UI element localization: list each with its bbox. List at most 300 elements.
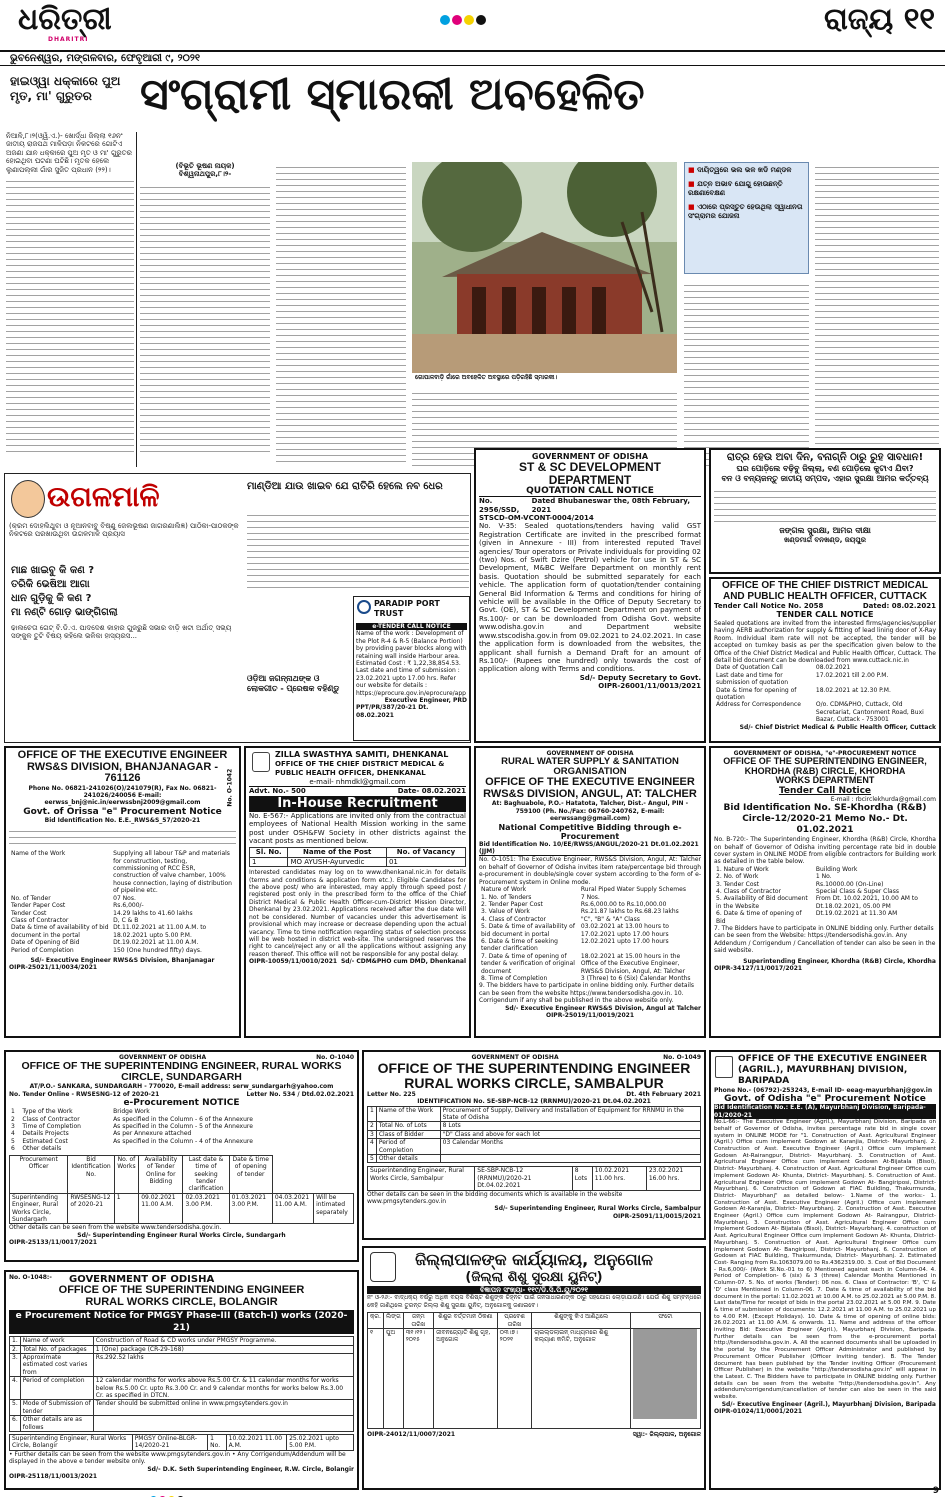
angul-table-row [479, 901, 701, 908]
headline: ସଂଗ୍ରାମୀ ସ୍ମାରକୀ ଅବହେଳିତ [140, 69, 645, 120]
sambalpur-grid-row [368, 1167, 701, 1190]
stsc-title: ST & SC DEVELOPMENT DEPARTMENT [518, 460, 661, 487]
collector-th-6: ଶିଶୁଙ୍କୁ କିଏ ଆଣିଥିଲେ [532, 1313, 631, 1329]
bhanj-table-cell: No. of Tender [11, 894, 51, 902]
body-text-filler [6, 176, 134, 456]
stsc-sign: Sd/- Deputy Secretary to Govt. [579, 673, 701, 682]
sundargarh-grid-cell: 09.02.2021 11.00 A.M. [139, 1193, 183, 1224]
angul-table-cell: 18.02.2021 at 15.00 hours in the Office of the Executive Engineer, RWS&S Division, Angul, At: Talcher [580, 952, 686, 975]
bhanj-table-row [9, 850, 236, 894]
paradip-body: Name of the work : Development of the Plot R-4 & R-5 (Balance Portion) by providing paver blocks along with retaining wall inside Harbour area. Estimated Cost : ₹ 1,22,38,854.53. Last date and time of submission : 23.02.2021 upto 17.00 hrs. Refer our website for details : https://eprocure.gov.in/eprocure/app [356, 630, 467, 697]
bolangir-table-cell: Mode of Submission of tender [20, 1400, 93, 1416]
baripada-sign: Sd/- Executive Engineer (Agril.), Mayurbhanj Division, Baripada [721, 1400, 936, 1408]
angul-bid: Bid Identification No. 10/EE/RWSS/ANGUL/2020-21 Dt.01.02.2021 (JJM) [479, 841, 701, 857]
sundargarh-notes: Other details can be seen from the website www.tendersodisha.gov.in. [9, 1224, 222, 1232]
ugalamali-lines [11, 564, 241, 620]
khordha-table [714, 866, 936, 925]
highlight-3: ■ ଏଠାରେ ପ୍ରସ୍ତୁତ ହେଉଥିଲା ସ୍ୱାଧୀନତା ସଂଗ୍ରାମର ଯୋଜନା [688, 203, 803, 220]
angul-rwss-notice [474, 746, 706, 1038]
sundargarh-grid-th: Last date & time of seeking tender clarification [183, 1155, 229, 1193]
sambalpur-table-row [368, 1139, 701, 1155]
sundargarh-letter: Letter No. 534 / Dtd.02.02.2021 [246, 1090, 354, 1098]
body-text-filler [714, 486, 936, 524]
sambalpur-table-cell: Other details [376, 1155, 440, 1163]
collector-td-5: ୦୩।୭।୨୦୨୧ [497, 1329, 532, 1429]
khordha-table-cell: 6. Date & time of opening of Bid [716, 910, 802, 925]
section-name: ରାଜ୍ୟ [823, 2, 894, 37]
body-text-filler [247, 510, 469, 590]
masthead [0, 0, 945, 70]
paradip-sign: Executive Engineer, PRD [384, 697, 467, 705]
bhanj-table-cell: Date of Opening of Bid [11, 939, 80, 947]
bolangir-grid-cell: 10.02.2021 11.00 A.M. [226, 1434, 286, 1450]
angul-table-cell: 3 (Three) to 6 (Six) Calendar Months [580, 974, 691, 982]
sundargarh-table-row [9, 1108, 320, 1115]
sambalpur-grid-cell: 8 Lots [572, 1167, 592, 1190]
bolangir-table-cell: 3. [10, 1353, 21, 1376]
sundargarh-table-cell: Other details [22, 1145, 62, 1153]
sundargarh-table-cell: Time of Completion [22, 1123, 81, 1131]
body-text-filler [815, 162, 939, 466]
collector-table [367, 1312, 701, 1429]
khordha-body: No. B-720:- The Superintending Engineer, Khordha (R&B) Circle, Khordha on behalf of Governor of Odisha inviting percentage rate bid in double cover system in ONLINE MODE from eligible contractors for Building work as detailed in the table below. [714, 836, 936, 866]
angul-table-cell: 2. Tender Paper Cost [481, 900, 543, 908]
angul-table-row [479, 908, 701, 915]
ugalamali-middle-head: ମାଣ୍ଡିଆ ଯାଉ ଖାଇବ ଯେ ରାତିରି ହେଲେ ନବ ଧେର [247, 481, 443, 492]
ugalamali-line-3: ଧାନ ଗୁଡ଼ିକୁ କି କଣ ? [11, 593, 92, 604]
collector-head: ଜିଲ୍ଲାପାଳଙ୍କ କାର୍ଯ୍ୟାଳୟ, ଅନୁଗୋଳ [415, 1250, 653, 1269]
angul-title: RURAL WATER SUPPLY & SANITATION ORGANISATION [501, 756, 679, 778]
bolangir-table-row [10, 1345, 354, 1353]
registration-dot [452, 15, 462, 25]
khordha-ref: OIPR-34127/11/0017/2021 [714, 965, 803, 973]
khordha-notes: 7. The Bidders have to participate in ONLINE bidding only. Further details can be seen from the Website: https://tendersodisha.gov.in. Any Addendum / Corrigendum / Cancellation of tender can also be seen in the said website. [714, 925, 936, 955]
collector-th-4: ଶିଶୁର ବର୍ତ୍ତମାନ ଠିକଣା [434, 1313, 498, 1329]
dhenkanal-notice [244, 746, 471, 1038]
collector-body: ନଂ ଓ-୨୬:- ବାଦ୍ଧକ୍ୟ ବର୍ଷରୁ ଅଧିକ ବୟସ ବିଶିଷ୍ଟ ଶିଶୁଙ୍କ ଚିହ୍ନଟ ପାଇଁ ଜନସାଧାରଣଙ୍କ ଠାରୁ ସହଯୋଗ ଲୋଡ଼ାଯାଉଛି। ଯେଉଁ ଶିଶୁ ସମ୍ବନ୍ଧରେ କେହି ଜାଣିଥିଲେ ତୁରନ୍ତ ଜିଲ୍ଲା ଶିଶୁ ସୁରକ୍ଷା ୟୁନିଟ୍, ଅନୁଗୋଳକୁ ଜଣାଇବେ। [367, 1294, 701, 1309]
angul-ref: OIPR-25019/11/0019/2021 [545, 1012, 635, 1019]
bolangir-title2: RURAL WORKS CIRCLE, BOLANGIR [85, 1295, 278, 1308]
sambalpur-table-cell: 5 [368, 1155, 377, 1163]
sundargarh-sub: e-Procurement NOTICE [123, 1098, 240, 1109]
sundargarh-grid-cell: 04.03.2021 11.00 A.M. [272, 1193, 313, 1224]
khordha-table-cell: Rs.10000.00 (On-Line) [815, 880, 884, 888]
bolangir-table-cell: Approximate estimated cost varies from [20, 1353, 93, 1376]
sundargarh-table [9, 1108, 320, 1152]
paradip-sub: e-TENDER CALL NOTICE [356, 623, 467, 630]
dhenkanal-th-2: Name of the Post [288, 848, 386, 857]
ugalamali-line-1: ମାଛ ଖାଇବୁ କି କଣ ? [11, 565, 95, 576]
story-dateline: ବିଶ୍ୱନାଥପୁର,୮।୨- [178, 170, 232, 179]
collector-td-1: ୧ [368, 1329, 384, 1429]
sundargarh-table-cell: 5 [11, 1137, 15, 1145]
collector-th-3: ଜନ୍ମ ତାରିଖ [403, 1313, 433, 1329]
khordha-table-cell: 4. Class of Contractor [716, 887, 781, 895]
column-2 [140, 162, 270, 467]
bhanjanagar-notice [4, 746, 241, 1038]
angul-table-cell: Rs.21.87 lakhs to Rs.68.23 lakhs [580, 908, 679, 916]
angul-addr: At: Baghuabole, P.O.- Hatatota, Talcher, Dist.- Angul, PIN - 759100 (Ph. No./Fax: 06760-240762, E-mail: eerwssang@gmail.com) [491, 800, 689, 823]
angul-notes: 9. The bidders have to participate in online bidding only. Further details can be seen from the website https://www.tendersodisha.gov.in. 10. Corrigendum if any shall be published in the above website only. [479, 982, 695, 1005]
bolangir-grid-cell: PMGSY Online-BLGR-14/2020-21 [132, 1434, 207, 1450]
bolangir-grid-cell: 1 No. [208, 1434, 227, 1450]
bhanj-table-cell: 150 (One hundred fifty) days. [113, 946, 202, 954]
child-photo [631, 1329, 701, 1429]
ugalamali-body: ଢାଲଚେତା ଗେଟ୍ ବି.ଡି.ଏ. ପାଦଦେଶ କାହାର ଗୁଜରୁଛି ସଭାର ବାଡ଼ି ଖଟା ଅର୍ଥାତ୍ ସଭ୍ୟ ସଙ୍କୁଳ ତୁଟି ବିଷୟ କହିଲେ ଭଳିକା ହାସ୍ୟରସ... [11, 624, 232, 641]
sambalpur-table-cell: Period of Completion [376, 1139, 440, 1155]
baripada-bid: Bid Identification No.: E.E. (A), Mayurbhanj Division, Baripada-01/2020-21 [714, 1104, 936, 1119]
footer-page-number: 9 [932, 1486, 939, 1496]
sundargarh-grid [9, 1155, 354, 1225]
sundargarh-table-cell: 1 [11, 1108, 15, 1116]
paradip-ref: PPT/PR/387/20-21 Dt. 08.02.2021 [356, 704, 429, 719]
sambalpur-table-cell: Procurement of Supply, Delivery and Installation of Equipment for RRNMU in the State of Odisha [440, 1106, 700, 1122]
footer-registration-dots [150, 1488, 250, 1497]
dhenkanal-intro: No. E-567:- Applications are invited only from the contractual employees of National Health Mission working in the same post under OSH&FW Society in other districts against the vacant posts as mentioned below. [249, 811, 466, 846]
angul-table-cell: Rural Piped Water Supply Schemes [580, 886, 686, 894]
bolangir-table-row [10, 1377, 354, 1400]
bhanj-bid: Bid Identification No. E.E._RWS&S_57/2020-21 [44, 816, 201, 824]
baripada-contact: Phone No.- (06792)-253243, E-mail ID- eeag-mayurbhanj@gov.in [714, 1087, 933, 1094]
angul-table-cell: Rs.6,000.00 to Rs.10,000.00 [580, 900, 667, 908]
khordha-table-cell: 2. No. of Work [716, 873, 759, 881]
sambalpur-grid-cell: 10.02.2021 11.00 hrs. [592, 1167, 646, 1190]
bhanj-side-no: No. O-1042 [226, 768, 234, 807]
stsc-ref: OIPR-26001/11/0013/2021 [598, 682, 701, 691]
bhanj-sign: Sd/- Executive Engineer RWS&S Division, Bhanjanagar [30, 956, 215, 964]
sundargarh-table-cell: 6 [11, 1145, 15, 1153]
bolangir-table-row [10, 1400, 354, 1416]
registration-dot [440, 15, 450, 25]
khordha-table-row [714, 873, 936, 880]
bolangir-table-cell: 12 calendar months for works above Rs.5.00 Cr. & 11 calendar months for works below Rs.5.00 Cr. upto Rs.3.00 Cr. and 9 calendar months for works below Rs.3.00 Cr. as specified in DTCN. [93, 1377, 353, 1400]
ugalamali-line-2: ତରିକି ଭେଷିଆ ଆଗା [11, 579, 90, 590]
stsc-sub: QUOTATION CALL NOTICE [479, 486, 701, 497]
bolangir-table-cell: Name of work [20, 1337, 93, 1345]
sundargarh-ref: OIPR-25133/11/0017/2021 [9, 1239, 98, 1247]
warning-sign: ଖଣ୍ଡମାର୍ଗ ବନଖଣ୍ଡ, ଜୟପୁର [784, 535, 866, 544]
sambalpur-letter: Letter No. 225 [367, 1090, 416, 1098]
khordha-table-cell: 3. Tender Cost [716, 880, 759, 888]
bhanj-table-cell: Period of Completion [11, 946, 74, 954]
sambalpur-table-cell: 2 [368, 1122, 377, 1130]
bhanj-table-cell: 14.29 lakhs to 41.60 lakhs [113, 909, 193, 917]
bhanj-table-cell: Supplying all labour T&P and materials for construction, testing, commissioning of RCC ESR, construction of valve chamber, 100% house connection, laying of distribution of pipeline etc. [113, 850, 232, 895]
cdmo-sub: TENDER CALL NOTICE [776, 610, 874, 620]
sambalpur-no: No. O-1049 [663, 1054, 701, 1061]
cdmo-table-cell: 08.02.2021 [815, 664, 851, 672]
khordha-table-row [714, 866, 936, 873]
bhanj-table-row [9, 910, 236, 917]
building-photo [412, 162, 677, 382]
khordha-notice [709, 746, 941, 1038]
cdmo-table-cell: 18.02.2021 at 12.30 P.M. [815, 686, 891, 694]
sundargarh-table-cell [111, 1145, 319, 1152]
bolangir-notes: • Further details can be seen from the website www.pmgsytenders.gov.in • Any Corrigendum/Addendum will be displayed in the above e tender website only. [9, 1450, 346, 1466]
highlight-1: ■ ଦାୟିତ୍ୱରେ ଭଲ ଭଳ ଖଡି ମଣ୍ଡଳ [688, 166, 792, 174]
dhenkanal-body: Interested candidates may log on to www.dhenkanal.nic.in for details (terms and conditions & application form etc.). Eligible Candidates for the above post/ who are interested, may apply through speed post / registered post only in the prescribed form to the office of the Chief District Medical & Public Health Officer-cum-District Mission Director, Dhenkanal by 23.02.2021. Applications received after the due date will not be considered. Number of vacancies under this advertisement is provisional which may increase or decrease depending upon the actual vacancy. Time to time notification regarding status of selection process will be web hosted in district web-site. The undersigned reserves the right to cancel/reject any or all the applications without assigning any reason thereof. This office will not be responsible for any postal delay. [249, 869, 466, 958]
column-3 [276, 162, 406, 467]
highlights-box [684, 162, 809, 274]
sambalpur-table-cell: Total No. of Lots [376, 1122, 440, 1130]
angul-collector-notice [362, 1246, 706, 1490]
angul-table [479, 886, 701, 982]
khordha-table-cell: 5. Availability of Bid document in the Website [716, 895, 808, 910]
sundargarh-table-cell: 2 [11, 1115, 15, 1123]
khordha-dept: WORKS DEPARTMENT [775, 775, 875, 786]
bolangir-sign: Sd/- D.K. Seth Superintending Engineer, R.W. Circle, Bolangir [147, 1465, 354, 1473]
bolangir-table-cell: Other details are as follows [20, 1416, 93, 1432]
sambalpur-title: OFFICE OF THE SUPERINTENDING ENGINEER [377, 1060, 691, 1077]
khordha-title: OFFICE OF THE SUPERINTENDING ENGINEER, KHORDHA (R&B) CIRCLE, KHORDHA [723, 756, 927, 776]
logo-odia: ଧରିତ୍ରୀ [18, 2, 112, 37]
collector-ref: OIPR-24012/11/0007/2021 [367, 1431, 456, 1439]
sundargarh-addr: AT/P.O.- SANKARA, SUNDARGARH - 770020, E-mail address: serw_sundargarh@yahoo.com [29, 1083, 334, 1091]
body-text-filler [684, 280, 809, 466]
baripada-title: OFFICE OF THE EXECUTIVE ENGINEER (AGRIL.), MAYURBHANJ DIVISION, BARIPADA [738, 1054, 928, 1086]
cdmo-table-cell: Date & time for opening of quotation [716, 686, 797, 702]
angul-table-cell: 7 Nos. [580, 893, 600, 901]
bolangir-table-cell: Period of completion [20, 1377, 93, 1400]
baripada-notice [709, 1050, 941, 1490]
angul-table-row [479, 938, 701, 953]
dhenkanal-date: Date- 08.02.2021 [397, 787, 466, 796]
cdmo-table-cell: 17.02.2021 till 2.00 P.M. [815, 671, 889, 679]
dhenkanal-td-3: 01 [386, 857, 465, 866]
bhanj-table-cell: 07 Nos. [113, 894, 136, 902]
bolangir-grid [9, 1434, 354, 1451]
sundargarh-table-cell: 3 [11, 1123, 15, 1131]
angul-title3: RWS&S DIVISION, ANGUL, AT: TALCHER [483, 787, 697, 800]
bhanj-table-cell: Class of Contractor [11, 916, 69, 924]
sambalpur-table-cell: Class of Bidder [376, 1130, 440, 1138]
sambalpur-table-cell: 03 Calendar Months [440, 1139, 700, 1155]
cdmo-dated: Dated: 08.02.2021 [862, 602, 936, 610]
collector-td-2: ପୁଅ [383, 1329, 403, 1429]
bolangir-grid-cell: 25.02.2021 upto 5.00 P.M. [287, 1434, 354, 1450]
sambalpur-table-row [368, 1130, 701, 1138]
bolangir-table-row [10, 1353, 354, 1376]
bolangir-notice [4, 1270, 359, 1490]
ugalamali-ad [4, 473, 471, 743]
body-text-filler [140, 182, 270, 452]
sundargarh-grid-cell: 01.03.2021 3.00 P.M. [229, 1193, 272, 1224]
left-column [6, 132, 134, 467]
sundargarh-table-row [9, 1130, 320, 1137]
sundargarh-table-cell: Bridge Work [113, 1108, 150, 1116]
baripada-emblem-icon [715, 1056, 733, 1078]
warning-slogan: ବନ ଓ ବନ୍ୟଜନ୍ତୁ ଜାତୀୟ ସମ୍ପଦ, ଏହାର ସୁରକ୍ଷା ଆମର କର୍ତ୍ତବ୍ୟ [721, 474, 929, 483]
sundargarh-table-cell: Class of Contractor [22, 1115, 80, 1123]
angul-sub: National Competitive Bidding through e-Procurement [498, 822, 682, 841]
logo-latin: DHARITRI [48, 36, 89, 43]
sundargarh-grid-th: Availability of Tender Online for Bidding [139, 1155, 183, 1193]
bhanj-table-row [9, 902, 236, 909]
sundargarh-grid-row [10, 1193, 354, 1224]
ugalamali-brand: ଉଗଳମାଳି [47, 480, 160, 513]
sundargarh-table-cell: As specified in the Column - 5 of the Annexure [113, 1123, 253, 1131]
bhanj-table-cell: Dt.19.02.2021 at 11.00 A.M. [113, 939, 199, 947]
bhanj-table-row [9, 924, 236, 939]
sambalpur-table-cell [440, 1155, 700, 1163]
sambalpur-table-cell: "D" Class and above for each lot [440, 1130, 700, 1138]
cdmo-title: OFFICE OF THE CHIEF DISTRICT MEDICAL AND PUBLIC HEALTH OFFICER, CUTTACK [721, 580, 929, 602]
dhenkanal-emblem-icon [252, 752, 270, 772]
cdmo-sign: Sd/- Chief District Medical & Public Health Officer, Cuttack [739, 723, 936, 731]
bolangir-table-row [10, 1337, 354, 1345]
stsc-gov: GOVERNMENT OF ODISHA [531, 452, 649, 461]
lead-photo [412, 162, 677, 382]
dhenkanal-td-1: 1 [250, 857, 288, 866]
photo-caption: ଗୋପାଳବାଡ଼ି ଗାଁରେ ଅବହେଳିତ ଅବସ୍ଥାରେ ପଡ଼ିରହିଛି ସ୍ମାରକୀ। [412, 373, 677, 382]
cdmo-table-cell: Last date and time for submission of quotation [716, 671, 789, 687]
collector-td-6: ଚାଇଲ୍ଡଲାଇନ୍ ମାଧ୍ୟମରେ ଶିଶୁ କଲ୍ୟାଣ କମିଟି, ଅନୁଗୋଳ [532, 1329, 631, 1429]
collector-sub: (ଜିଲ୍ଲା ଶିଶୁ ସୁରକ୍ଷା ୟୁନିଟ୍) [465, 1270, 603, 1285]
sundargarh-grid-cell: 02.03.2021 3.00 P.M. [183, 1193, 229, 1224]
bolangir-table-row [10, 1416, 354, 1432]
sundargarh-table-cell: As specified in the Column - 6 of the Annexure [113, 1115, 253, 1123]
angul-table-row [479, 975, 701, 982]
paradip-title: PARADIP PORT TRUST [374, 599, 440, 618]
sundargarh-grid-th: No. of Works [114, 1155, 138, 1193]
dhenkanal-title: ZILLA SWASTHYA SAMITI, DHENKANAL [275, 750, 449, 759]
bhanj-table-row [9, 947, 236, 954]
column-5 [684, 280, 809, 468]
angul-table-cell: 03.02.2021 at 13.00 hours to 17.02.2021 upto 17.00 hours [580, 923, 669, 938]
sundargarh-table-row [9, 1116, 320, 1123]
khordha-table-cell: Special Class & Super Class [815, 887, 899, 895]
bolangir-table-cell: Tender should be submitted online in www.pmgsytenders.gov.in [93, 1400, 353, 1416]
khordha-table-cell: Dt.19.02.2021 at 11.30 AM [815, 910, 898, 918]
angul-table-row [479, 886, 701, 893]
bolangir-table-cell: Rs.292.52 lakhs [93, 1353, 353, 1376]
bhanj-table [9, 850, 236, 954]
cdmo-table-cell: Date of Quotation Call [716, 664, 783, 672]
sambalpur-table-cell: 8 Lots [440, 1122, 700, 1130]
angul-body: No. O-1051: The Executive Engineer, RWS&S Division, Angul, At: Talcher on behalf of Governor of Odisha invites item rate/percentage bid through e-procurement in double/single cover system according to the form of e-Procurement system in Online mode. [479, 856, 701, 886]
sundargarh-grid-cell: 1 [114, 1193, 138, 1224]
ugalamali-intro: (କ୍ରମ ଦୋହଲିଥୁବା ଓ ନୂଆନବାବୁ ବିଷ୍ଣୁ ଜେଲଭୂଷଣ ଜାଗରଣାଲିଜ୍ଞ) ପାଠିକା-ପାଠକଙ୍କ ନିକଟରେ ପରଖାଉଥିବା ଉଗଳମାଳି ପ୍ରୟାସ [9, 522, 239, 539]
bolangir-no: No. O-1048:- [9, 1274, 52, 1281]
sambalpur-notice [362, 1050, 706, 1240]
angul-table-cell: 8. Time of Completion [481, 974, 548, 982]
sambalpur-dt: Dt. 4th February 2021 [626, 1090, 701, 1098]
sambalpur-table-cell: 3 [368, 1130, 377, 1138]
cdmo-table-cell: Address for Correspondence [716, 701, 801, 709]
bhanj-table-cell: Name of the Work [11, 850, 66, 858]
bolangir-title: OFFICE OF THE SUPERINTENDING ENGINEER [58, 1284, 305, 1296]
sundargarh-grid-cell: RWSESNG-12 of 2020-21 [68, 1193, 114, 1224]
khordha-email: E-mail : rbcirclekhurda@gmail.com [830, 795, 936, 803]
sambalpur-ref: OIPR-25091/11/0015/2021 [612, 1212, 701, 1220]
dhenkanal-banner: In-House Recruitment [249, 796, 466, 812]
khordha-table-row [714, 895, 936, 910]
bhanj-table-cell: Tender Paper Cost [11, 902, 66, 910]
khordha-table-row [714, 910, 936, 925]
sambalpur-grid [367, 1166, 701, 1190]
angul-table-cell: Nature of Work [481, 886, 527, 894]
dhenkanal-td-2: MO AYUSH-Ayurvedic [288, 857, 386, 866]
registration-dot [464, 15, 474, 25]
bhanj-table-row [9, 917, 236, 924]
cdmo-table [714, 664, 936, 723]
khordha-table-cell: 1. Nature of Work [716, 865, 769, 873]
bhanj-table-cell: Dt.11.02.2021 at 11.00 A.M. to 18.02.2021 upto 5.00 P.M. [113, 924, 207, 939]
khordha-bid: Bid Identification No. SE-Khordha (R&B) Circle-12/2020-21 Memo No.- Dt. 01.02.2021 [723, 803, 927, 836]
sundargarh-grid-head [10, 1155, 354, 1193]
angul-gov: GOVERNMENT OF ODISHA [546, 750, 634, 757]
dhenkanal-advt: Advt. No.- 500 [249, 787, 306, 796]
sundargarh-grid-th: Procurement Officer [10, 1155, 68, 1193]
bhanj-ref: OIPR-25021/11/0034/2021 [9, 964, 98, 972]
khordha-table-row [714, 881, 936, 888]
bhanj-title2: RWS&S DIVISION, BHANJANAGAR - 761126 [26, 760, 219, 785]
bolangir-gov: GOVERNMENT OF ODISHA [69, 1274, 215, 1285]
collector-td-4: ଜୀବନଜ୍ୟୋତି ଶିଶୁ ଗୃହ, ଅନୁଗୋଳ [434, 1329, 498, 1429]
sundargarh-table-row [9, 1145, 320, 1152]
bhanj-table-row [9, 895, 236, 902]
khordha-sign: Superintending Engineer, Khordha (R&B) Circle, Khordha [743, 957, 936, 965]
sambalpur-grid-cell: 23.02.2021 16.00 hrs. [646, 1167, 700, 1190]
stsc-date: Dated Bhubaneswar the, 08th February, 2021 [531, 497, 690, 514]
khordha-sub: Tender Call Notice [778, 785, 872, 796]
dhenkanal-ref: OIPR-10059/11/0010/2021 [249, 958, 338, 966]
angul-table-cell: 6. Date & time of seeking tender clarification [481, 937, 558, 953]
cdmo-table-row [714, 687, 936, 702]
warning-sub: ଘର ପୋଡ଼ିଲେ ବଢ଼ିବୁ ଜିଲ୍ଲା, ବଣ ପୋଡ଼ିଲେ କୁଟାଏ ଯିବା? [736, 464, 914, 473]
bhanj-govt: Govt. of Orissa "e" Procurement Notice [23, 806, 222, 817]
registration-dot [476, 15, 486, 25]
sambalpur-gov: GOVERNMENT OF ODISHA [471, 1054, 559, 1061]
collector-th-2: ଲିଙ୍ଗ [383, 1313, 403, 1329]
khordha-table-cell: Building Work [815, 865, 858, 873]
sambalpur-table-row [368, 1122, 701, 1130]
collector-th-7: ଫଟୋ [631, 1313, 701, 1329]
bolangir-table-cell: Construction of Road & CD works under PMGSY Programme. [93, 1337, 353, 1345]
cdmo-cuttack-notice [709, 577, 941, 743]
bolangir-table [9, 1336, 354, 1432]
sambalpur-table-row [368, 1106, 701, 1122]
collector-td-3: ୩୧।୧୨।୨୦୧୫ [403, 1329, 433, 1429]
bhanj-table-cell: Tender Cost [11, 909, 47, 917]
stsc-body: No. V-35: Sealed quotations/tenders having valid GST Registration Certificate are invited in the prescribed format (given in Annexure - III) from interested reputed Travel agencies/ Tour operators or Private individuals for providing 02 (two) Nos. of Swift Dzire (Petrol) vehicle for use in ST & SC Development, M&BC Welfare Department on monthly rent basis. Quotation should be submitted separately for each vehicle. The application form of quotation/tender containing General Bid Information & Terms and conditions for hiring of vehicle will be available in the Office of Deputy Secretary to Govt. (OE), ST & SC Development Department on payment of Rs.100/- or can be downloaded from Odisha Govt. website www.odisha.gov.in and Department website www.stscodisha.gov.in from 09.02.2021 to 24.02.2021. In case the application form is downloaded from the websites, the applicant shall furnish a Demand Draft for an amount of Rs.100/- (Rupees one hundred) only towards the cost of application along with Terms and conditions. [479, 522, 701, 674]
dhenkanal-title2: OFFICE OF THE CHIEF DISTRICT MEDICAL & PUBLIC HEALTH OFFICER, DHENKANAL [275, 760, 445, 777]
sambalpur-table-cell: 1 [368, 1106, 377, 1122]
body-text-filler [9, 826, 236, 848]
angul-table-cell: 12.02.2021 upto 17.00 hours [580, 937, 669, 945]
cdmo-no: Tender Call Notice No. 2058 [714, 602, 824, 610]
collector-th-5: ପ୍ରବେଶ ତାରିଖ [497, 1313, 532, 1329]
sundargarh-table-cell: Type of the Work [22, 1108, 73, 1116]
dateline-bar [0, 50, 945, 66]
bolangir-grid-cell: Superintending Engineer, Rural Works Circle, Bolangir [10, 1434, 133, 1450]
bhanj-table-cell: Rs.6,000/- [113, 902, 144, 910]
sambalpur-ident: IDENTIFICATION No. SE-SBP-NCB-12 (RRNMU)/2020-21 Dt.04.02.2021 [417, 1098, 651, 1106]
bhanj-table-cell: D, C & B [113, 916, 139, 924]
sundargarh-notice [4, 1050, 359, 1262]
angul-table-cell: 3. Value of Work [481, 908, 530, 916]
sundargarh-tender: No. Tender Online - RWSESNG-12 of 2020-21 [9, 1090, 160, 1098]
sambalpur-table-row [368, 1155, 701, 1163]
angul-table-cell: 5. Date & time of availability of bid document in portal [481, 923, 575, 938]
body-text-filler [276, 162, 406, 462]
angul-table-row [479, 953, 701, 975]
sambalpur-grid-cell: SE-SBP-NCB-12 (RRNMU)/2020-21 Dt.04.02.2021 [475, 1167, 572, 1190]
byline: (ବିଭୂତି ଭୂଷଣ ନାୟକ) [175, 162, 235, 170]
bolangir-bar: e Procurement Notice for PMGSY Phase-III (Batch-I) works (2020-21) [9, 1310, 354, 1334]
sundargarh-table-cell: As per Annexure attached [113, 1130, 192, 1138]
cdmo-table-row [714, 664, 936, 671]
